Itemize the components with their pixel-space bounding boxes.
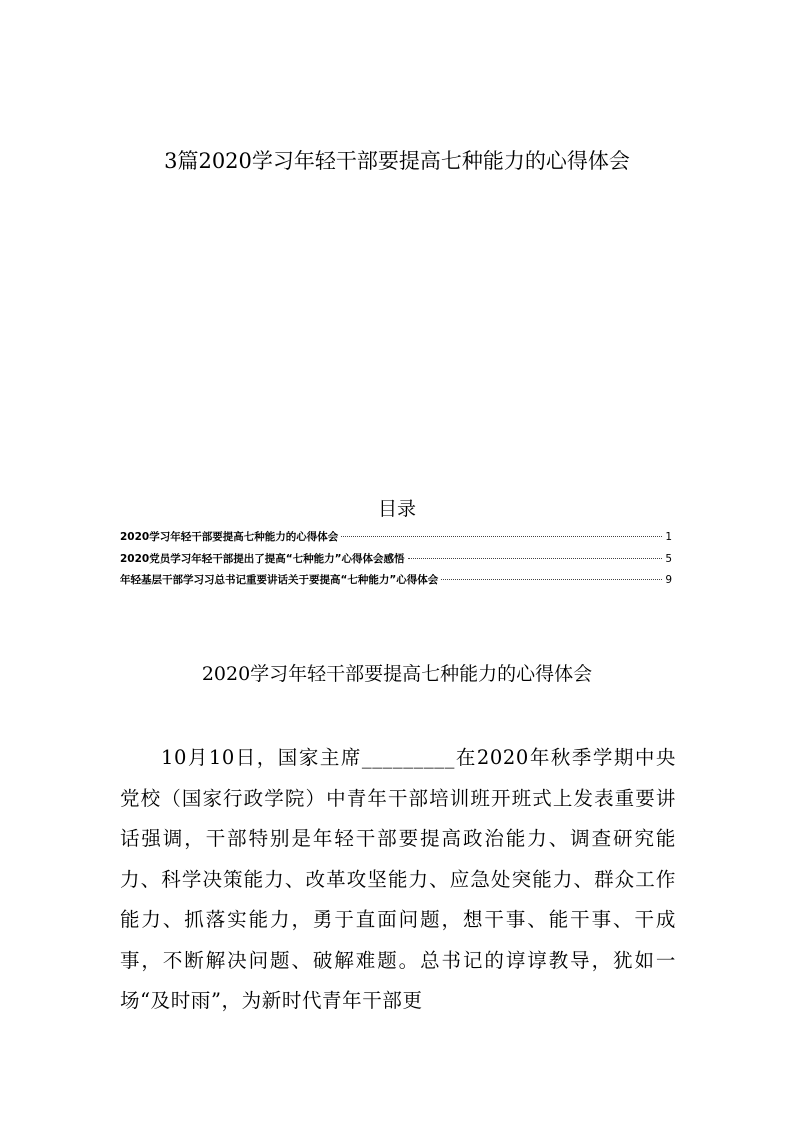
toc-entry-page: 1 bbox=[665, 531, 672, 543]
toc-entry[interactable] bbox=[120, 572, 672, 594]
toc-dot-leader bbox=[341, 536, 662, 537]
toc-entry-text: 2020学习年轻干部要提高七种能力的心得体会 bbox=[120, 531, 339, 543]
body-text bbox=[120, 738, 676, 1022]
toc-entry-text: 年轻基层干部学习习总书记重要讲话关于要提高“七种能力”心得体会 bbox=[120, 574, 439, 586]
section-title: 2020学习年轻干部要提高七种能力的心得体会 bbox=[201, 663, 593, 685]
toc-entry[interactable] bbox=[120, 529, 672, 551]
toc-dot-leader bbox=[408, 558, 663, 559]
toc-entry-page: 9 bbox=[665, 574, 672, 586]
toc-entry-page: 5 bbox=[665, 552, 672, 565]
toc-heading: 目录 bbox=[377, 498, 416, 520]
toc-dot-leader bbox=[441, 579, 662, 580]
toc-entry[interactable] bbox=[120, 551, 672, 573]
table-of-contents bbox=[120, 529, 672, 594]
toc-entry-text: 2020党员学习年轻干部提出了提高“七种能力”心得体会感悟 bbox=[120, 552, 405, 565]
body-paragraph: 10月10日，国家主席_________在2020年秋季学期中央党校（国家行政学院）中青年干部培训班开班式上发表重要讲话强调，干部特别是年轻干部要提高政治能力、调查研究能力、科学决策能力、改革攻坚能力、应急处突能力、群众工作能力、抓落实能力，勇于直面问题，想干事、能干事、干成事，不断解决问题、破解难题。总书记的谆谆教导，犹如一场“及时雨”，为新时代青年干部更 bbox=[120, 746, 676, 1012]
document-title: 3篇2020学习年轻干部要提高七种能力的心得体会 bbox=[164, 149, 630, 173]
